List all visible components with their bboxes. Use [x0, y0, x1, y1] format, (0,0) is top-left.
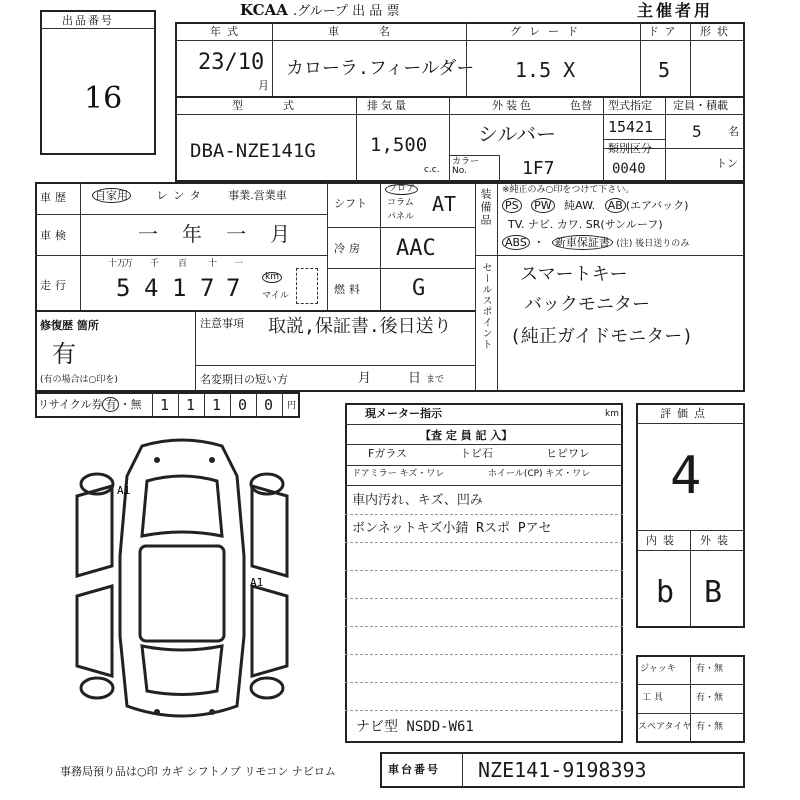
- chassis-value: NZE141-9198393: [478, 758, 647, 782]
- check-jack-label: ジャッキ: [640, 664, 676, 674]
- comment-line: ボンネットキズ小錆 Rスポ Pアセ: [352, 521, 552, 536]
- name-change-suffix: まで: [426, 375, 445, 385]
- class-category-label: 類別区分: [608, 142, 652, 155]
- color-label: 外装色: [492, 99, 534, 112]
- model-name-label: 車名: [328, 25, 430, 38]
- capacity-label: 定員・積載: [673, 99, 728, 112]
- class-category-value: 0040: [612, 161, 646, 177]
- year-label: 年式: [210, 25, 244, 38]
- equip-warranty: 新車保証書: [552, 235, 613, 250]
- displacement-label: 排気量: [367, 99, 409, 112]
- type-designation-value: 15421: [608, 118, 654, 136]
- lot-number: 16: [84, 81, 123, 116]
- recycle-digit: 1: [212, 396, 222, 414]
- inspection-label: 車検: [40, 229, 70, 242]
- equip-ab: AB: [605, 198, 626, 213]
- recycle-digit: 1: [186, 396, 196, 414]
- mileage-digit: 7: [226, 274, 241, 302]
- place-1k: 千: [150, 259, 160, 269]
- exterior-grade: B: [704, 575, 723, 610]
- equip-warranty-note: (注) 後日送りのみ: [616, 239, 690, 249]
- color-no-value: 1F7: [522, 158, 555, 179]
- ac-label: 冷房: [334, 242, 364, 255]
- check-jack-value: 有・無: [696, 664, 724, 674]
- meter-unit: km: [605, 409, 619, 419]
- year-value: 23/10: [198, 50, 265, 75]
- shift-floor: フロア: [385, 184, 418, 195]
- shift-label: シフト: [334, 197, 367, 210]
- history-rental: レンタ: [156, 189, 207, 202]
- notes-label: 注意事項: [200, 317, 244, 330]
- evaluation-label: 評価点: [660, 407, 711, 420]
- row2-mirror: ドアミラー キズ・ワレ: [352, 469, 445, 479]
- mileage-unit-mile: マイル: [262, 291, 289, 301]
- inspector-title: 【査 定 員 記 入】: [420, 429, 513, 442]
- sales-point-line: (純正ガイドモニター): [510, 326, 694, 347]
- sales-point-line: バックモニター: [524, 294, 650, 315]
- mileage-digit: 5: [116, 274, 131, 302]
- row1-crack: ヒビワレ: [546, 447, 590, 460]
- equipment-label: 装備品: [479, 188, 492, 227]
- comment-line: 車内汚れ、キズ、凹み: [352, 493, 483, 508]
- place-10k: 万: [124, 259, 134, 269]
- evaluation-score: 4: [670, 446, 702, 506]
- grade-label: グレード: [510, 25, 586, 38]
- displacement-value: 1,500: [370, 134, 428, 156]
- history-label: 車歴: [40, 191, 70, 204]
- model-code-label: 型式: [232, 99, 334, 112]
- equipment-note: ※純正のみ○印をつけて下さい。: [502, 185, 635, 195]
- shift-column: コラム: [387, 198, 414, 208]
- mileage-digit: 1: [172, 274, 187, 302]
- repair-label: 修復歴 箇所: [40, 319, 99, 332]
- history-commercial: 事業.営業車: [228, 189, 287, 202]
- meter-label: 現メーター指示: [365, 407, 442, 420]
- history-private-use: 自家用: [92, 188, 131, 203]
- place-100: 百: [178, 259, 188, 269]
- interior-label: 内装: [646, 534, 680, 547]
- equipment-line2: TV. ナビ. カワ. SR(サンルーフ): [508, 218, 663, 231]
- diagram-mark: A1: [250, 576, 264, 589]
- recycle-label: [38, 399, 141, 410]
- check-tools-value: 有・無: [696, 693, 724, 703]
- mileage-digit: 7: [200, 274, 215, 302]
- body-type-label: 形状: [700, 25, 734, 38]
- name-change-day: 日: [408, 371, 422, 386]
- check-spare-label: スペアタイヤ: [638, 722, 692, 732]
- ac-value: AAC: [396, 236, 436, 261]
- mileage-unit-km: km: [262, 272, 282, 283]
- repair-value: 有: [52, 340, 76, 368]
- organizer-label: 主催者用: [637, 1, 714, 20]
- doors-value: 5: [658, 58, 671, 82]
- check-tools-label: 工 具: [642, 693, 663, 703]
- footer-note: 事務局預り品は○印 カギ シフトノブ リモコン ナビロム: [60, 765, 336, 778]
- nav-model: ナビ型 NSDD-W61: [356, 719, 474, 735]
- recycle-digit: 0: [238, 396, 248, 414]
- fuel-label: 燃料: [334, 283, 364, 296]
- recycle-digit: 1: [160, 396, 170, 414]
- mileage-label: 走行: [40, 279, 70, 292]
- equip-ps: PS: [502, 198, 522, 213]
- fuel-value: G: [412, 276, 426, 301]
- displacement-unit: c.c.: [424, 165, 440, 175]
- recycle-yen: 円: [287, 401, 297, 411]
- equip-airbag: (エアバック): [625, 199, 689, 212]
- mileage-digit: 4: [144, 274, 159, 302]
- color-no-label: カラー No.: [452, 157, 480, 176]
- name-change-label: 名変期日の短い方: [200, 373, 288, 386]
- equip-sep: ・: [533, 236, 545, 249]
- tonnage-unit: トン: [716, 157, 738, 170]
- type-designation-label: 型式指定: [608, 99, 652, 112]
- diagram-mark: A1: [117, 484, 131, 497]
- history-options: [92, 190, 287, 201]
- place-10: 十: [208, 259, 218, 269]
- capacity-unit: 名: [728, 125, 739, 138]
- row1-windshield: Fガラス: [368, 447, 407, 460]
- row1-chip: トビ石: [460, 447, 493, 460]
- lot-label: 出品番号: [62, 14, 114, 27]
- capacity-value: 5: [692, 122, 702, 141]
- interior-grade: b: [656, 575, 675, 610]
- model-name-value: カローラ.フィールダー: [286, 58, 475, 79]
- recycle-yes: 有: [102, 397, 119, 412]
- recycle-sep: ・: [119, 398, 131, 411]
- sales-point-label: セールスポイント: [480, 262, 491, 350]
- doors-label: ドア: [648, 25, 682, 38]
- row2-wheel: ホイール(CP) キズ・ワレ: [488, 469, 591, 479]
- exterior-label: 外装: [700, 534, 734, 547]
- recycle-title: リサイクル券: [38, 398, 103, 411]
- repair-note: (有の場合は○印を): [40, 375, 118, 385]
- place-100k: 十万: [108, 259, 127, 269]
- chassis-label: 車台番号: [388, 763, 440, 776]
- equip-pw: PW: [531, 198, 555, 213]
- recycle-no: 無: [130, 398, 142, 411]
- form-title: .グループ 出 品 票: [292, 4, 400, 19]
- car-damage-diagram: [72, 436, 292, 736]
- shift-value: AT: [432, 192, 457, 216]
- equip-abs: ABS: [502, 235, 530, 250]
- color-value: シルバー: [478, 122, 557, 146]
- mileage-digits: [108, 258, 258, 306]
- model-code-value: DBA-NZE141G: [190, 140, 316, 162]
- shift-panel: パネル: [387, 212, 415, 222]
- place-1: 一: [234, 259, 244, 269]
- company-name: KCAA: [240, 1, 288, 19]
- equipment-line3: [502, 237, 689, 249]
- color-change-label: 色替: [570, 99, 592, 112]
- equip-alloy: 純AW.: [564, 199, 596, 212]
- check-spare-value: 有・無: [696, 722, 724, 732]
- equipment-line1: [502, 200, 688, 211]
- notes-value: 取説,保証書.後日送り: [268, 316, 452, 337]
- recycle-digit: 0: [264, 396, 274, 414]
- name-change-month: 月: [358, 371, 372, 386]
- inspection-value: 一 年 一 月: [138, 222, 297, 246]
- grade-value: 1.5 X: [515, 58, 576, 82]
- year-unit: 月: [258, 79, 269, 92]
- sales-point-line: スマートキー: [520, 264, 628, 285]
- header: [240, 0, 399, 19]
